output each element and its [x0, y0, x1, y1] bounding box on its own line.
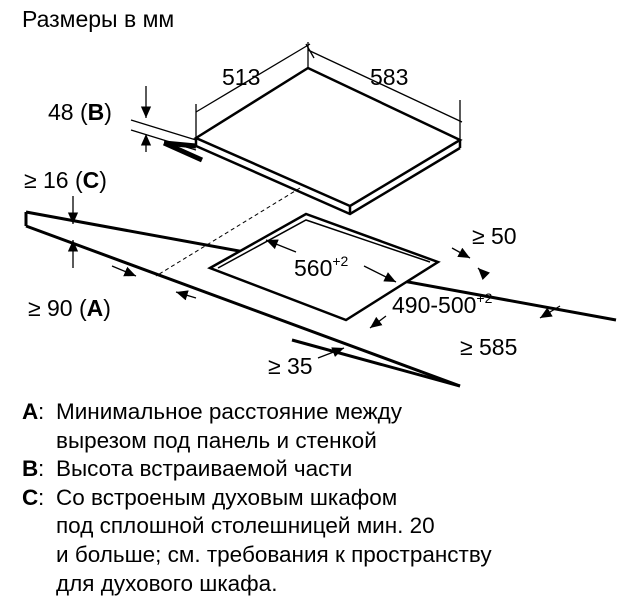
legend-key: A: [22, 399, 39, 424]
legend-text: Со встроеным духовым шкафом под сплошной столешницей мин. 20 и больше; см. требования к пространству для духового шкафа.: [56, 484, 492, 596]
legend-colon: :: [38, 456, 45, 482]
front-edge-line: [292, 340, 460, 386]
wall-distance-label: ≥ 90 (A): [28, 295, 111, 321]
height-b-label: 48 (B): [48, 99, 112, 125]
right-clearance-indicator: [452, 248, 486, 276]
legend-item-b: [22, 455, 632, 484]
legend-item-a: [22, 398, 632, 455]
legend: [22, 398, 632, 598]
legend-key: C: [22, 484, 39, 510]
legend-item-c: [22, 484, 632, 598]
gap-c-label: ≥ 16 (C): [24, 167, 107, 193]
diagram-title: Размеры в мм: [22, 6, 175, 32]
legend-colon: :: [38, 484, 45, 510]
counter-depth-label: ≥ 585: [460, 334, 518, 360]
hob-width-label: 583: [370, 64, 409, 90]
cutout-depth-label: $490-500^{+2}$: [392, 290, 493, 318]
legend-colon: :: [38, 399, 45, 424]
legend-key: B: [22, 456, 39, 482]
wall-distance-indicator: [112, 266, 196, 298]
height-b-indicator: [131, 86, 196, 152]
legend-text: Минимальное расстояние между вырезом под панель и стенкой: [56, 399, 403, 453]
hob-depth-label: 513: [222, 64, 261, 90]
cutout-width-label: $560^{+2}$: [294, 253, 349, 281]
legend-text: Высота встраиваемой части: [56, 456, 353, 482]
front-clearance-label: ≥ 35: [268, 353, 313, 379]
right-clearance-label: ≥ 50: [472, 223, 517, 249]
hob-top-plate: [164, 68, 460, 214]
